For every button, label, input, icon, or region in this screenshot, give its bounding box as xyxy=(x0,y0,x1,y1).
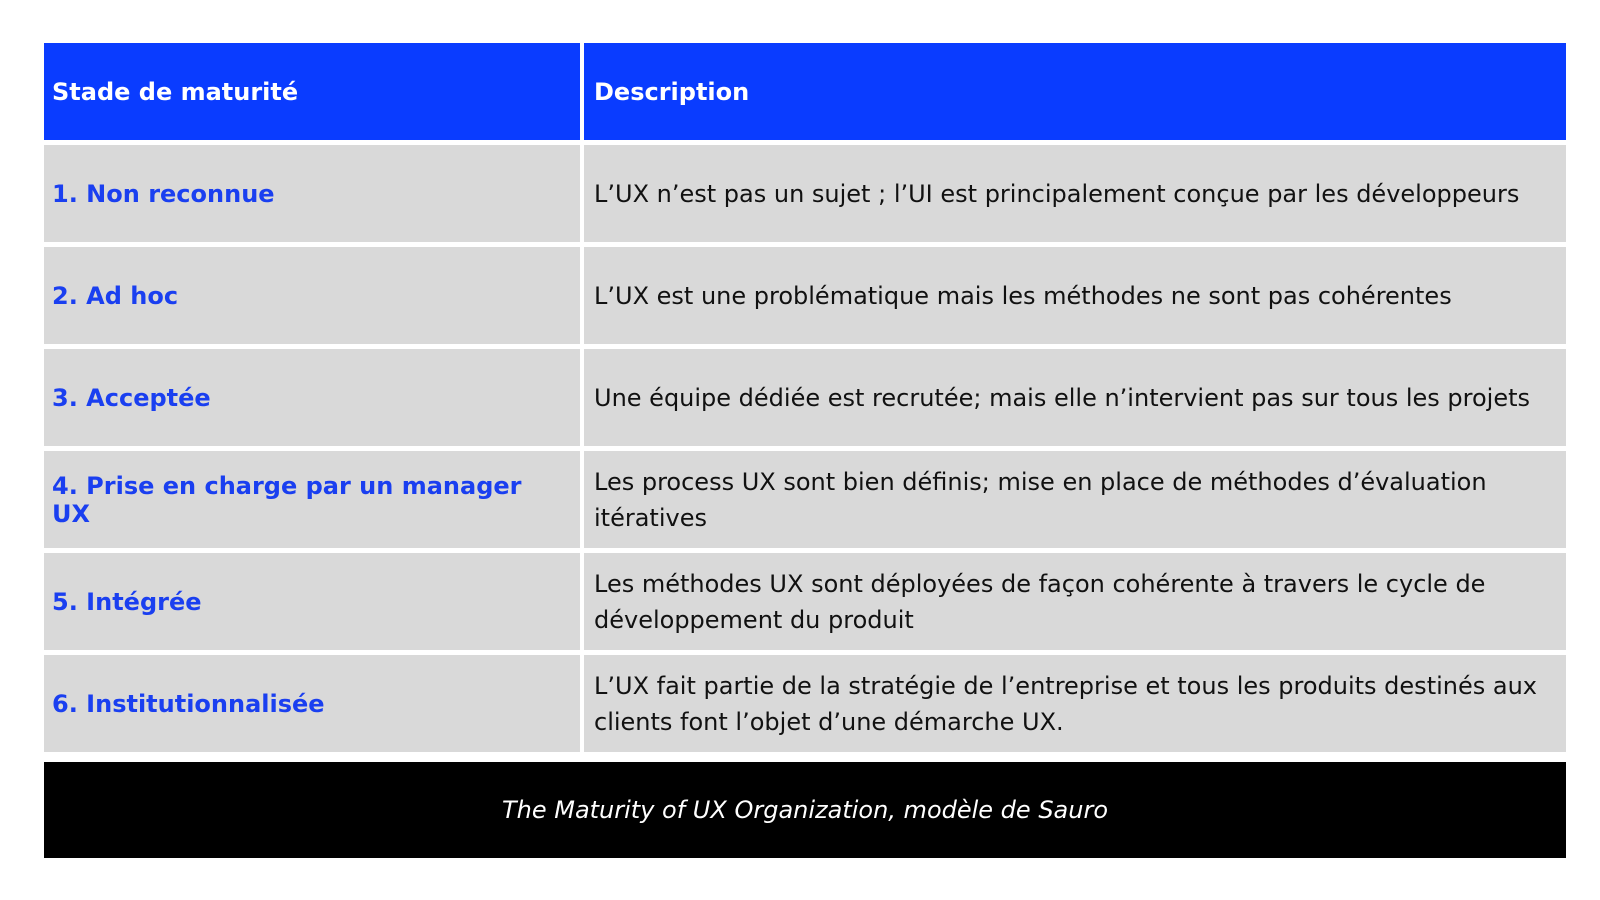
stage-cell: 3. Acceptée xyxy=(44,349,580,446)
stage-cell: 2. Ad hoc xyxy=(44,247,580,344)
description-cell: Les méthodes UX sont déployées de façon cohérente à travers le cycle de développement du produit xyxy=(584,553,1566,650)
description-cell: L’UX est une problématique mais les méthodes ne sont pas cohérentes xyxy=(584,247,1566,344)
table-row xyxy=(44,655,1566,752)
table-row xyxy=(44,451,1566,548)
table-row xyxy=(44,553,1566,650)
stage-cell: 6. Institutionnalisée xyxy=(44,655,580,752)
stage-cell: 4. Prise en charge par un manager UX xyxy=(44,451,580,548)
stage-cell: 1. Non reconnue xyxy=(44,145,580,242)
description-cell: L’UX fait partie de la stratégie de l’entreprise et tous les produits destinés aux clients font l’objet d’une démarche UX. xyxy=(584,655,1566,752)
table-caption: The Maturity of UX Organization, modèle de Sauro xyxy=(44,762,1566,858)
stage-cell: 5. Intégrée xyxy=(44,553,580,650)
header-description: Description xyxy=(584,43,1566,140)
description-cell: L’UX n’est pas un sujet ; l’UI est principalement conçue par les développeurs xyxy=(584,145,1566,242)
description-cell: Les process UX sont bien définis; mise en place de méthodes d’évaluation itératives xyxy=(584,451,1566,548)
maturity-table xyxy=(44,43,1566,757)
header-stage: Stade de maturité xyxy=(44,43,580,140)
description-cell: Une équipe dédiée est recrutée; mais elle n’intervient pas sur tous les projets xyxy=(584,349,1566,446)
table-row xyxy=(44,145,1566,242)
table-row xyxy=(44,247,1566,344)
table-header-row xyxy=(44,43,1566,140)
table-row xyxy=(44,349,1566,446)
